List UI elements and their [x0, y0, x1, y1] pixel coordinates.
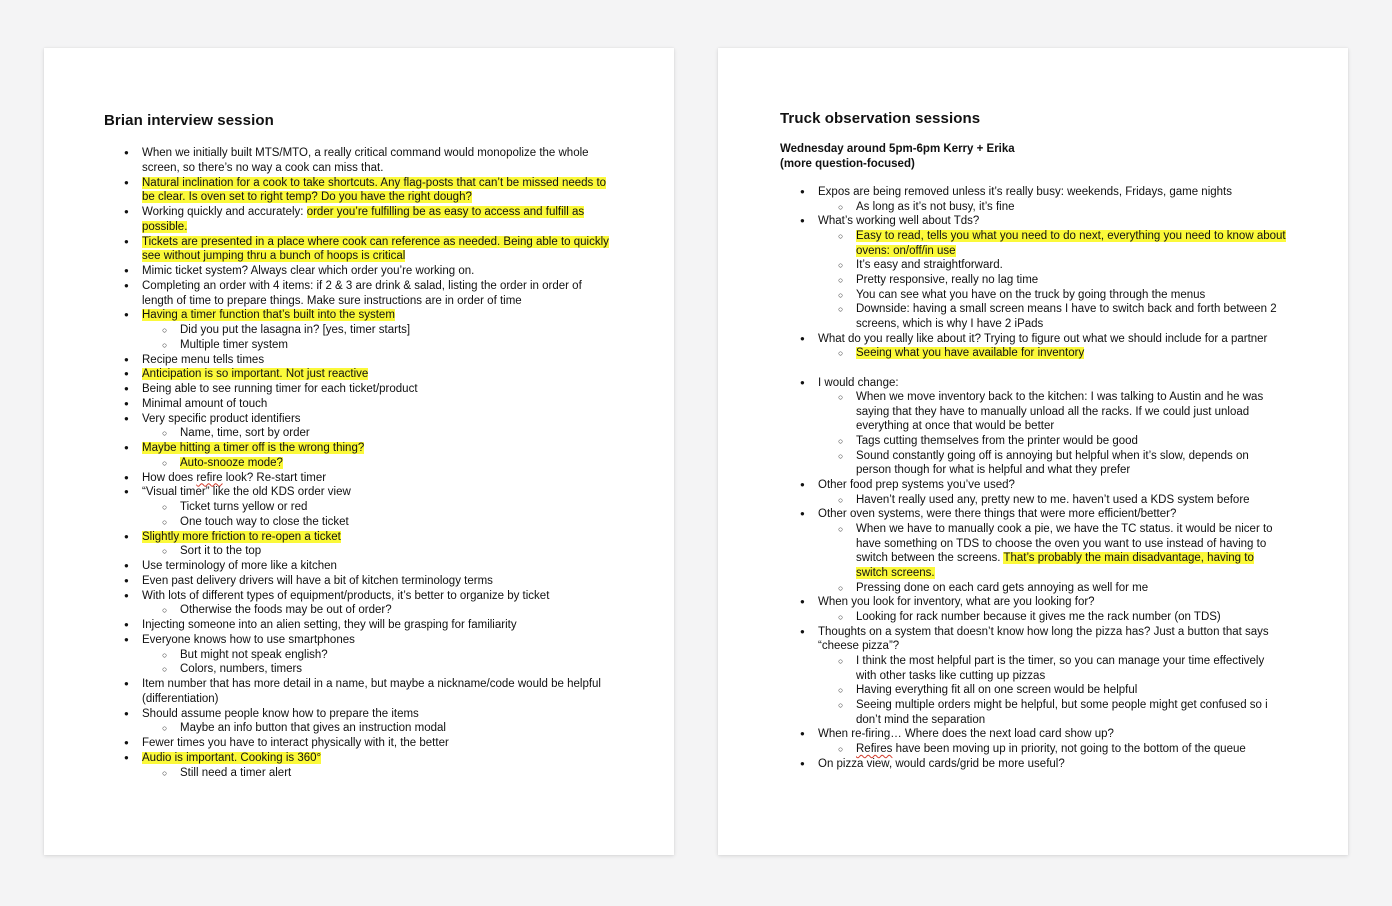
session-time: Wednesday around 5pm-6pm Kerry + Erika	[780, 143, 1015, 155]
highlighted-text: Maybe hitting a timer off is the wrong thing?	[142, 442, 365, 454]
sub-list	[142, 721, 614, 736]
item-text: Should assume people know how to prepare the items	[142, 707, 419, 720]
sub-list-item	[818, 390, 1286, 434]
sub-list-item	[818, 258, 1286, 273]
list-item	[104, 308, 614, 352]
sub-list	[142, 323, 614, 353]
list-item	[780, 332, 1286, 361]
list-item	[104, 176, 614, 206]
item-text: Sort it to the top	[180, 545, 262, 558]
blank-line	[780, 361, 1286, 376]
sub-list-item	[818, 449, 1286, 478]
sub-list	[818, 200, 1286, 215]
list-item	[780, 376, 1286, 479]
item-text: Minimal amount of touch	[142, 397, 268, 410]
document-page-right	[718, 48, 1348, 855]
list-item	[780, 625, 1286, 728]
list-item	[104, 205, 614, 235]
item-text: Other food prep systems you’ve used?	[818, 479, 1015, 492]
sub-list-item	[142, 544, 614, 559]
highlighted-text: order you’re fulfilling be as easy to access and fulfill as possible.	[142, 206, 585, 233]
sub-list	[142, 603, 614, 618]
sub-list	[818, 390, 1286, 478]
highlighted-text: Audio is important. Cooking is 360°	[142, 751, 322, 764]
highlighted-text: That’s probably the main disadvantage, having to switch screens.	[856, 552, 1254, 580]
sub-list	[142, 456, 614, 471]
list-item	[780, 478, 1286, 507]
sub-list-item	[142, 662, 614, 677]
sub-list	[818, 229, 1286, 332]
sub-list-item	[818, 288, 1286, 303]
item-text: Maybe an info button that gives an instruction modal	[180, 722, 446, 735]
sub-list-item	[818, 581, 1286, 596]
sub-list-item	[818, 610, 1286, 625]
highlighted-text: Having a timer function that’s built into the system	[142, 309, 395, 322]
item-text: Even past delivery drivers will have a bit of kitchen terminology terms	[142, 574, 493, 587]
item-text: Expos are being removed unless it’s really busy: weekends, Fridays, game nights	[818, 186, 1232, 198]
item-text: Haven’t really used any, pretty new to me. haven’t used a KDS system before	[856, 493, 1250, 506]
session-subheading	[780, 142, 1286, 171]
item-text: Otherwise the foods may be out of order?	[180, 604, 392, 617]
list-item	[104, 279, 614, 309]
sub-list	[142, 426, 614, 441]
list-item	[780, 507, 1286, 595]
item-text: How does	[142, 471, 197, 484]
item-text: Very specific product identifiers	[142, 412, 301, 425]
sub-list-item	[818, 302, 1286, 331]
document-page-left	[44, 48, 674, 855]
session-note: (more question-focused)	[780, 157, 915, 170]
item-text: Still need a timer alert	[180, 766, 292, 779]
item-text: Tags cutting themselves from the printer would be good	[856, 435, 1138, 448]
highlighted-text: Natural inclination for a cook to take shortcuts. Any flag-posts that can’t be missed needs to be clear. Is oven set to right temp? Do you have the right dough?	[142, 176, 607, 204]
list-item	[780, 595, 1286, 624]
item-text: What’s working well about Tds?	[818, 215, 980, 228]
sub-list	[818, 522, 1286, 595]
item-text: Colors, numbers, timers	[180, 663, 303, 676]
item-text: Did you put the lasagna in? [yes, timer starts]	[180, 324, 411, 336]
highlighted-text: Slightly more friction to re-open a ticket	[142, 530, 341, 543]
item-text: Item number that has more detail in a name, but maybe a nickname/code would be helpful (differentiation)	[142, 678, 601, 705]
item-text: Working quickly and accurately:	[142, 206, 307, 218]
list-item	[104, 485, 614, 529]
item-text: Having everything fit all on one screen would be helpful	[856, 684, 1138, 697]
item-text: Use terminology of more like a kitchen	[142, 560, 337, 572]
item-text: I would change:	[818, 376, 899, 389]
item-text: Sound constantly going off is annoying but helpful when it’s slow, depends on person though for what is helpful and what they prefer	[856, 449, 1249, 477]
sub-list-item	[818, 434, 1286, 449]
sub-list-item	[818, 683, 1286, 698]
item-text: When re-firing… Where does the next load card show up?	[818, 728, 1114, 741]
sub-list-item	[142, 721, 614, 736]
list-item	[104, 235, 614, 265]
sub-list	[142, 500, 614, 530]
item-text: Pretty responsive, really no lag time	[856, 273, 1039, 286]
item-text: But might not speak english?	[180, 648, 328, 661]
page-title: Truck observation sessions	[780, 110, 981, 127]
page-title: Brian interview session	[104, 112, 274, 129]
sub-list	[818, 346, 1286, 361]
item-text: Seeing multiple orders might be helpful, but some people might get confused so i don’t mind the separation	[856, 698, 1268, 726]
list-item	[104, 574, 614, 589]
list-item	[104, 751, 614, 781]
item-text: As long as it’s not busy, it’s fine	[856, 200, 1015, 213]
item-text: Multiple timer system	[180, 338, 288, 351]
list-item	[104, 471, 614, 486]
item-text: On pizza view, would cards/grid be more useful?	[818, 757, 1065, 770]
sub-list-item	[142, 338, 614, 353]
list-item	[104, 264, 614, 279]
item-text: It’s easy and straightforward.	[856, 259, 1003, 272]
item-text: Other oven systems, were there things that were more efficient/better?	[818, 508, 1177, 521]
list-item	[780, 185, 1286, 214]
list-item	[780, 214, 1286, 331]
item-text: Ticket turns yellow or red	[180, 501, 308, 513]
list-item	[104, 633, 614, 677]
list-item	[104, 382, 614, 397]
sub-list-item	[818, 200, 1286, 215]
sub-list	[142, 544, 614, 559]
item-text: Thoughts on a system that doesn’t know how long the pizza has? Just a button that says “cheese pizza”?	[818, 625, 1269, 653]
sub-list-item	[818, 273, 1286, 288]
item-text: look? Re-start timer	[222, 471, 327, 484]
list-item	[104, 353, 614, 368]
item-text: With lots of different types of equipment/products, it’s better to organize by ticket	[142, 589, 550, 602]
sub-list-item	[142, 603, 614, 618]
highlighted-text: Anticipation is so important. Not just reactive	[142, 368, 369, 381]
sub-list-item	[142, 515, 614, 530]
item-text: Downside: having a small screen means I have to switch back and forth between 2 screens, which is why I have 2 iPads	[856, 303, 1277, 330]
sub-list	[818, 654, 1286, 727]
list-item	[104, 559, 614, 574]
list-item	[780, 757, 1286, 772]
list-item	[104, 367, 614, 382]
list-item	[104, 677, 614, 707]
list-item	[104, 589, 614, 619]
item-text: “Visual timer” like the old KDS order view	[142, 486, 351, 499]
list-item	[104, 441, 614, 471]
sub-list-item	[818, 522, 1286, 581]
list-item	[104, 530, 614, 560]
sub-list-item	[818, 229, 1286, 258]
sub-list	[818, 610, 1286, 625]
bullet-list	[104, 146, 614, 780]
list-item	[104, 397, 614, 412]
sub-list-item	[142, 323, 614, 338]
sub-list	[818, 493, 1286, 508]
item-text: I think the most helpful part is the timer, so you can manage your time effectively with other tasks like cutting up pizzas	[856, 654, 1265, 682]
item-text: Name, time, sort by order	[180, 427, 310, 440]
sub-list-item	[818, 742, 1286, 757]
bullet-list	[780, 185, 1286, 771]
sub-list-item	[818, 493, 1286, 508]
sub-list-item	[142, 456, 614, 471]
list-item	[104, 146, 614, 176]
list-item	[104, 412, 614, 442]
highlighted-text: Tickets are presented in a place where cook can reference as needed. Being able to quickly see without jumping thru a bunch of hoops is critical	[142, 235, 609, 263]
misspelled-word: Refires	[856, 742, 893, 755]
item-text: When we have to manually cook a pie, we have the TC status. it would be nicer to have something on TDS to choose the oven you want to use instead of having to switch between the screens.	[856, 523, 1273, 565]
sub-list-item	[142, 426, 614, 441]
sub-list-item	[818, 346, 1286, 361]
item-text: Everyone knows how to use smartphones	[142, 633, 355, 646]
highlighted-text: Easy to read, tells you what you need to do next, everything you need to know about ovens: on/off/in use	[856, 229, 1286, 257]
list-item	[104, 707, 614, 737]
item-text: When we move inventory back to the kitchen: I was talking to Austin and he was saying that they have to manually unload all the racks. If we could just unload everything at once that would be better	[856, 391, 1264, 433]
item-text: Recipe menu tells times	[142, 353, 265, 366]
sub-list	[142, 648, 614, 678]
sub-list-item	[142, 648, 614, 663]
sub-list-item	[818, 654, 1286, 683]
list-item	[104, 736, 614, 751]
item-text: Being able to see running timer for each ticket/product	[142, 383, 418, 395]
item-text: One touch way to close the ticket	[180, 515, 349, 528]
sub-list-item	[818, 698, 1286, 727]
list-item	[104, 618, 614, 633]
list-item	[780, 727, 1286, 756]
item-text: What do you really like about it? Trying to figure out what we should include for a partner	[818, 332, 1268, 345]
item-text: You can see what you have on the truck by going through the menus	[856, 288, 1206, 301]
item-text: When you look for inventory, what are you looking for?	[818, 596, 1095, 609]
item-text: Fewer times you have to interact physically with it, the better	[142, 737, 449, 749]
sub-list	[818, 742, 1286, 757]
item-text: Mimic ticket system? Always clear which order you’re working on.	[142, 265, 475, 277]
highlighted-text: Auto-snooze mode?	[180, 456, 283, 469]
highlighted-text: Seeing what you have available for inventory	[856, 347, 1085, 360]
misspelled-word: refire	[196, 471, 223, 484]
item-text: Looking for rack number because it gives me the rack number (on TDS)	[856, 611, 1221, 624]
item-text: Pressing done on each card gets annoying as well for me	[856, 581, 1149, 594]
item-text: Completing an order with 4 items: if 2 & 3 are drink & salad, listing the order in order of length of time to prepare things. Make sure instructions are in order of time	[142, 279, 582, 307]
item-text: have been moving up in priority, not going to the bottom of the queue	[892, 742, 1246, 755]
item-text: Injecting someone into an alien setting, they will be grasping for familiarity	[142, 619, 517, 631]
sub-list	[142, 766, 614, 781]
sub-list-item	[142, 500, 614, 515]
item-text: When we initially built MTS/MTO, a really critical command would monopolize the whole screen, so there’s no way a cook can miss that.	[142, 147, 589, 174]
sub-list-item	[142, 766, 614, 781]
